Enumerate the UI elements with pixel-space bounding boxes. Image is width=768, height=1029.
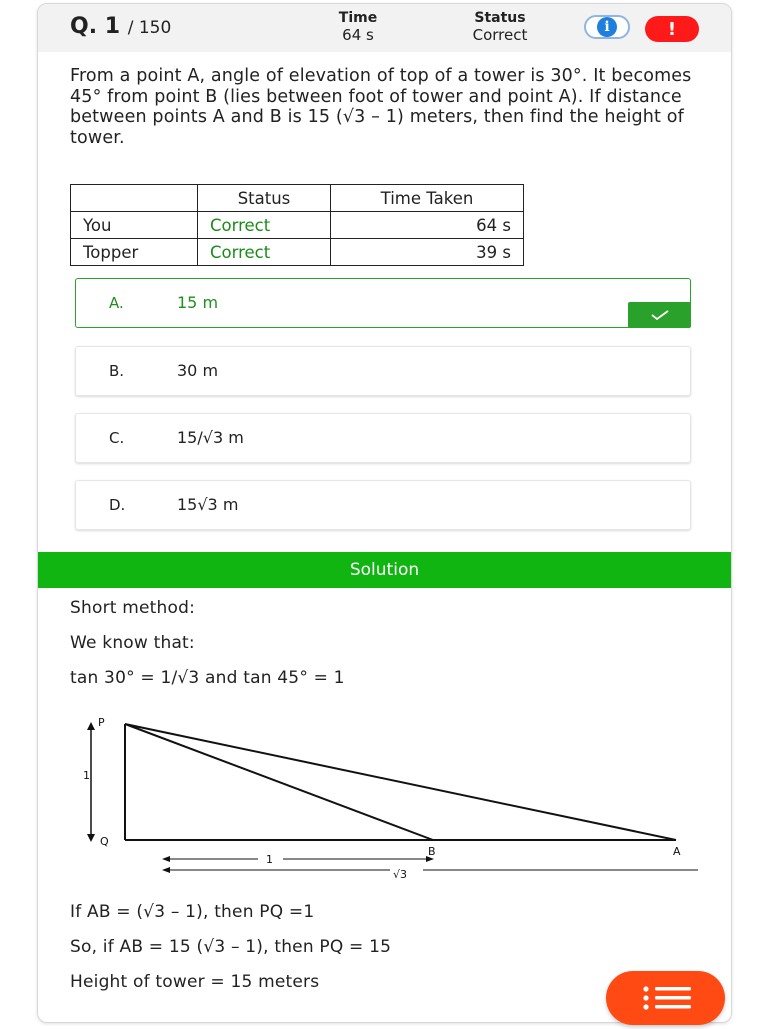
tower-diagram <box>78 712 698 882</box>
point-q-label: Q <box>100 835 109 848</box>
status-stat <box>450 10 550 44</box>
row-time: 39 s <box>331 239 524 266</box>
table-header-row <box>71 185 524 212</box>
comparison-table <box>70 184 524 266</box>
status-label: Status <box>474 10 526 26</box>
table-header-empty <box>71 185 198 212</box>
option-letter: D. <box>109 496 126 514</box>
solution-line: Short method: <box>70 598 196 618</box>
row-status: Correct <box>198 239 331 266</box>
row-who: Topper <box>71 239 198 266</box>
option-letter: C. <box>109 429 125 447</box>
height-label: 1 <box>83 769 90 782</box>
row-time: 64 s <box>331 212 524 239</box>
line-pa <box>125 724 676 840</box>
dim-qa-label: √3 <box>393 868 408 881</box>
option-text: 15√3 m <box>177 495 239 514</box>
dim-qb-arrow-left <box>162 856 170 862</box>
point-p-label: P <box>98 716 105 729</box>
row-status: Correct <box>198 212 331 239</box>
option-text: 30 m <box>177 361 219 380</box>
option-text: 15 m <box>177 293 219 312</box>
point-a-label: A <box>673 845 681 858</box>
table-row <box>71 239 524 266</box>
time-label: Time <box>338 10 378 26</box>
solution-line: tan 30° = 1/√3 and tan 45° = 1 <box>70 668 345 688</box>
solution-line: If AB = (√3 – 1), then PQ =1 <box>70 902 315 922</box>
table-row <box>71 212 524 239</box>
question-number-label: Q. 1 <box>70 14 121 39</box>
line-pb <box>125 724 433 840</box>
check-icon <box>628 302 691 328</box>
option-letter: A. <box>109 294 124 312</box>
option-letter: B. <box>109 362 125 380</box>
solution-line: We know that: <box>70 633 195 653</box>
time-value: 64 s <box>342 26 374 44</box>
question-number <box>70 14 171 39</box>
dim-qa-arrow-left <box>162 867 170 873</box>
status-value: Correct <box>472 26 528 44</box>
option-a[interactable] <box>75 278 691 328</box>
option-b[interactable] <box>75 346 691 396</box>
question-header <box>38 4 731 52</box>
table-header-status: Status <box>198 185 331 212</box>
height-arrow-head-down <box>87 834 95 842</box>
row-who: You <box>71 212 198 239</box>
question-total: / 150 <box>127 18 172 38</box>
question-card <box>37 3 732 1023</box>
table-header-time: Time Taken <box>331 185 524 212</box>
info-symbol: i <box>597 17 617 37</box>
alert-symbol: ! <box>667 18 677 40</box>
solution-header: Solution <box>38 552 731 588</box>
option-c[interactable] <box>75 413 691 463</box>
info-icon[interactable] <box>584 15 630 39</box>
time-stat <box>320 10 396 44</box>
question-text: From a point A, angle of elevation of top of a tower is 30°. It becomes 45° from point B (lies between foot of tower and point A). If distance between points A and B is 15 (√3 – 1) meters, then find the height of tower. <box>70 66 692 148</box>
height-arrow-head-up <box>87 722 95 730</box>
solution-line: So, if AB = 15 (√3 – 1), then PQ = 15 <box>70 937 392 957</box>
menu-fab-button[interactable] <box>606 971 725 1025</box>
option-text: 15/√3 m <box>177 428 244 447</box>
option-d[interactable] <box>75 480 691 530</box>
solution-line: Height of tower = 15 meters <box>70 972 320 992</box>
alert-icon[interactable] <box>645 16 699 42</box>
dim-qb-label: 1 <box>266 853 273 866</box>
point-b-label: B <box>428 845 436 858</box>
menu-icon <box>606 971 725 1025</box>
